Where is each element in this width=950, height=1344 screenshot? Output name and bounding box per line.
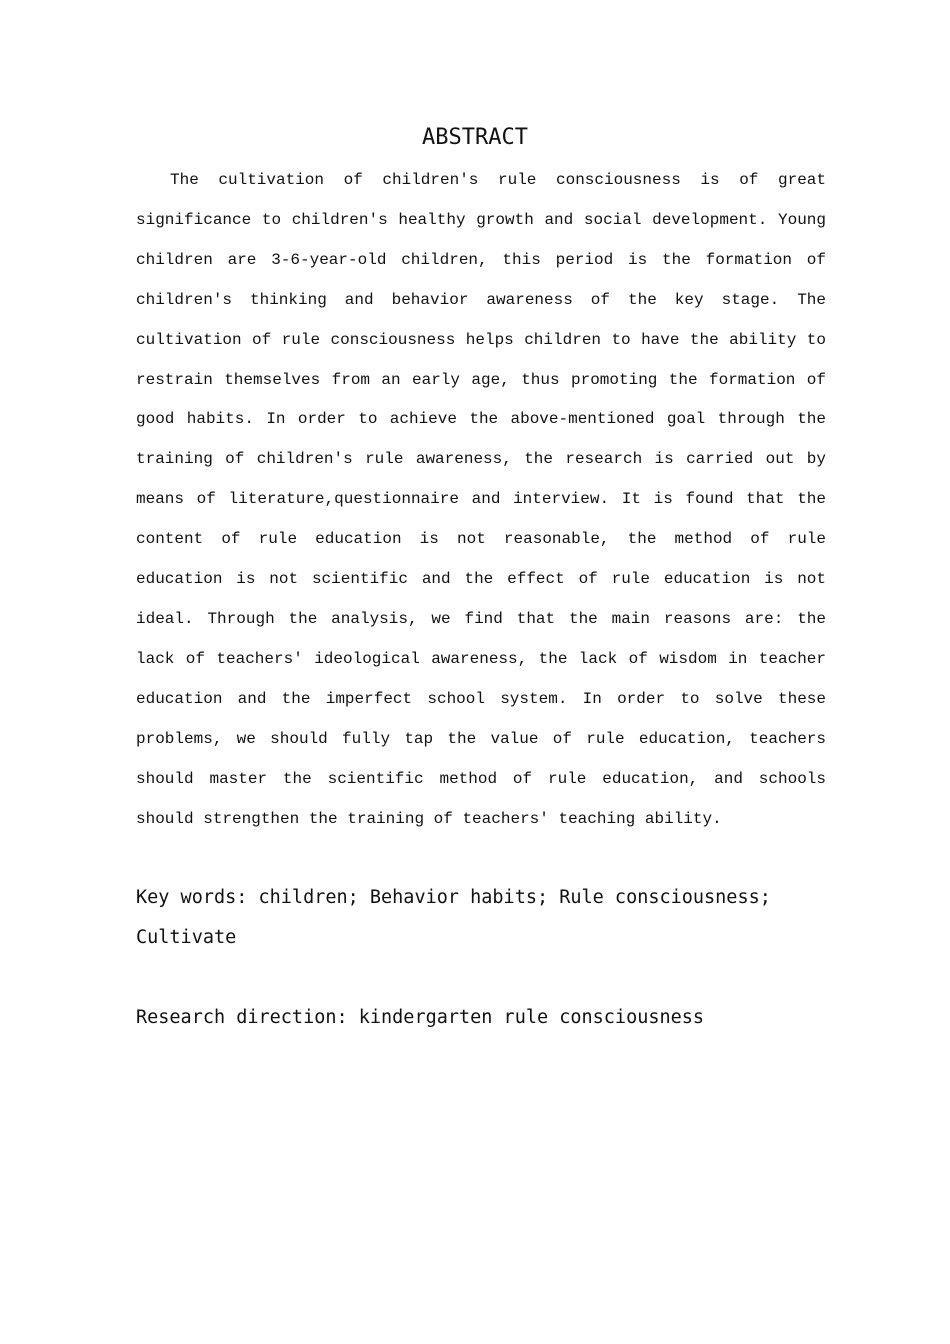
keywords-line: Key words: children; Behavior habits; Rule consciousness; Cultivate bbox=[136, 887, 771, 948]
abstract-title: ABSTRACT bbox=[422, 125, 528, 150]
research-direction-line: Research direction: kindergarten rule consciousness bbox=[136, 1007, 705, 1028]
abstract-paragraph: The cultivation of children's rule consciousness is of great significance to children's healthy growth and social development. Young children are 3-6-year-old children, this period is the formation of children's thinking and behavior awareness of the key stage. The cultivation of rule consciousness helps children to have the ability to restrain themselves from an early age, thus promoting the formation of good habits. In order to achieve the above-mentioned goal through the training of children's rule awareness, the research is carried out by means of literature,questionnaire and interview. It is found that the content of rule education is not reasonable, the method of rule education is not scientific and the effect of rule education is not ideal. Through the analysis, we find that the main reasons are: the lack of teachers' ideological awareness, the lack of wisdom in teacher education and the imperfect school system. In order to solve these problems, we should fully tap the value of rule education, teachers should master the scientific method of rule education, and schools should strengthen the training of teachers' teaching ability. bbox=[136, 171, 826, 828]
